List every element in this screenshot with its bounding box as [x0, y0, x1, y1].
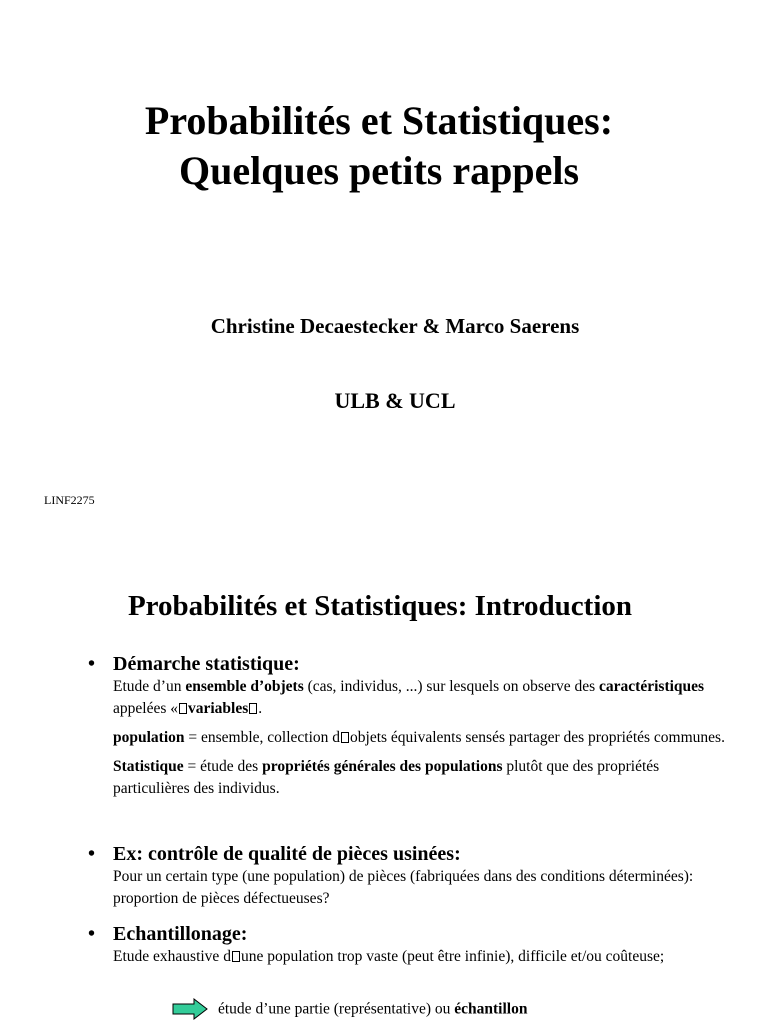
- right-arrow-icon: [172, 998, 208, 1020]
- slide-title: [0, 96, 758, 196]
- bullet-body: [113, 676, 728, 800]
- paragraph-statistique: Statistique = étude des propriétés générales des populations plutôt que des propriétés particulières des individus.: [113, 758, 660, 797]
- bullet-echantillonage: [88, 922, 728, 975]
- missing-glyph-icon: [232, 951, 240, 962]
- course-code: LINF2275: [44, 493, 95, 507]
- paragraph-exhaustive: Etude exhaustive d une population trop vaste (peut être infinie), difficile et/ou coûteuse;: [113, 948, 665, 965]
- bullet-heading: • Démarche statistique:: [88, 653, 300, 675]
- bullet-demarche: [88, 652, 728, 807]
- bullet-example: [88, 842, 728, 917]
- bullet-heading: • Echantillonage:: [88, 923, 248, 945]
- bullet-body: [113, 866, 728, 910]
- slide-title: Probabilités et Statistiques: Introduction: [127, 590, 633, 622]
- introduction-slide: [0, 560, 768, 1024]
- missing-glyph-icon: [179, 703, 187, 714]
- paragraph-quality: Pour un certain type (une population) de pièces (fabriquées dans des conditions déterminées): proportion de pièces défectueuses?: [113, 868, 694, 907]
- title-line-1: Probabilités et Statistiques:: [144, 98, 614, 143]
- bullet-heading: • Ex: contrôle de qualité de pièces usinées:: [88, 843, 461, 865]
- paragraph-population: population = ensemble, collection d objets équivalents sensés partager des propriétés communes.: [113, 729, 725, 746]
- title-line-2: Quelques petits rappels: [178, 148, 580, 193]
- bullet-dot: •: [88, 653, 96, 675]
- paragraph-etude: Etude d’un ensemble d’objets (cas, individus, ...) sur lesquels on observe des caractéristiques appelées « variables .: [113, 678, 705, 717]
- arrow-conclusion: [172, 998, 527, 1020]
- conclusion-text: étude d’une partie (représentative) ou échantillon: [218, 1000, 528, 1018]
- institutions: ULB & UCL: [334, 388, 456, 413]
- missing-glyph-icon: [341, 732, 349, 743]
- bullet-dot: •: [88, 843, 96, 865]
- bullet-dot: •: [88, 923, 96, 945]
- missing-glyph-icon: [249, 703, 257, 714]
- authors: Christine Decaestecker & Marco Saerens: [210, 314, 580, 338]
- bullet-body: [113, 946, 728, 968]
